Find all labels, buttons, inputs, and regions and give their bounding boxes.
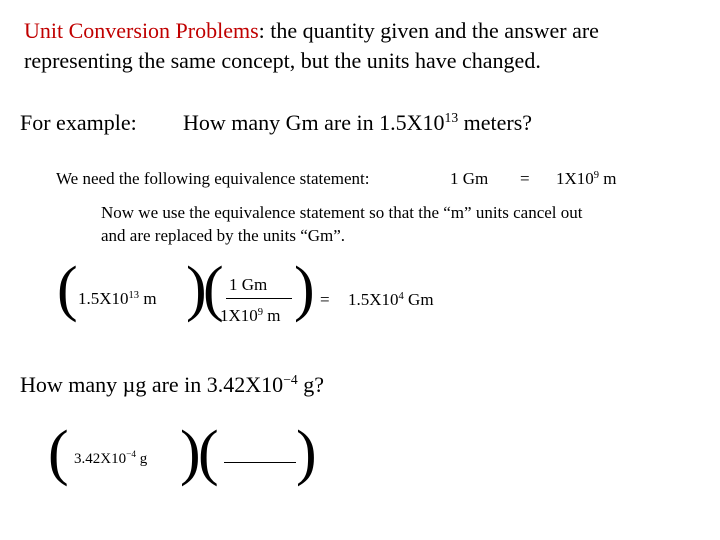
example-question-exp: 13 — [444, 109, 459, 125]
calc1-given-close-paren: ) — [186, 255, 207, 323]
equivalence-right-base: 1X10 — [556, 169, 594, 188]
calc2-given-open-paren: ( — [48, 419, 69, 487]
question-2-exp: −4 — [283, 371, 298, 387]
calc1-den-unit: m — [263, 306, 281, 325]
equivalence-left: 1 Gm — [450, 169, 489, 188]
calc1-result-unit: Gm — [403, 290, 434, 309]
calc1-result-equals: = — [320, 290, 330, 309]
title-rest: : the quantity given and the answer are — [258, 18, 599, 43]
example-question-post: meters? — [458, 110, 533, 135]
example-question — [183, 110, 532, 136]
calc1-numerator: 1 Gm — [229, 275, 268, 294]
calc1-result-base: 1.5X10 — [348, 290, 399, 309]
equivalence-right — [556, 169, 617, 189]
equivalence-equals: = — [520, 169, 530, 188]
calc2-given-close-paren: ) — [180, 419, 201, 487]
calc2-factor-open-paren: ( — [198, 419, 219, 487]
calc1-factor-open-paren: ( — [203, 255, 224, 323]
title-line-1 — [24, 18, 599, 44]
calc1-fraction-bar — [226, 298, 292, 299]
calc1-given-exp: 13 — [128, 289, 140, 301]
calc1-given — [78, 289, 157, 309]
calc2-given-unit: g — [136, 451, 148, 467]
example-label: For example: — [20, 110, 137, 135]
calc1-den-exp: 9 — [257, 306, 264, 318]
calc1-result — [348, 290, 434, 310]
title-line-2: representing the same concept, but the units have changed. — [24, 48, 541, 73]
question-2 — [20, 372, 324, 398]
calc1-given-unit: m — [139, 289, 157, 308]
calc2-fraction-bar — [224, 462, 296, 463]
calc2-given-base: 3.42X10 — [74, 451, 127, 467]
calc2-factor-close-paren: ) — [296, 419, 317, 487]
calc1-denominator — [220, 306, 281, 326]
calc2-given — [74, 451, 147, 468]
calc1-given-base: 1.5X10 — [78, 289, 129, 308]
title-heading: Unit Conversion Problems — [24, 18, 259, 43]
explanation-line-1: Now we use the equivalence statement so that the “m” units cancel out — [101, 203, 583, 222]
calc2-given-exp: −4 — [126, 450, 136, 461]
calc1-den-base: 1X10 — [220, 306, 258, 325]
example-question-pre: How many Gm are in 1.5X10 — [183, 110, 445, 135]
equivalence-intro: We need the following equivalence statement: — [56, 169, 370, 188]
question-2-post: g? — [297, 372, 324, 397]
explanation-line-2: and are replaced by the units “Gm”. — [101, 226, 346, 245]
equivalence-right-exp: 9 — [593, 169, 600, 181]
calc1-result-exp: 4 — [398, 290, 404, 302]
calc1-given-open-paren: ( — [57, 255, 78, 323]
calc1-factor-close-paren: ) — [294, 255, 315, 323]
equivalence-right-unit: m — [599, 169, 617, 188]
question-2-pre: How many µg are in 3.42X10 — [20, 372, 284, 397]
